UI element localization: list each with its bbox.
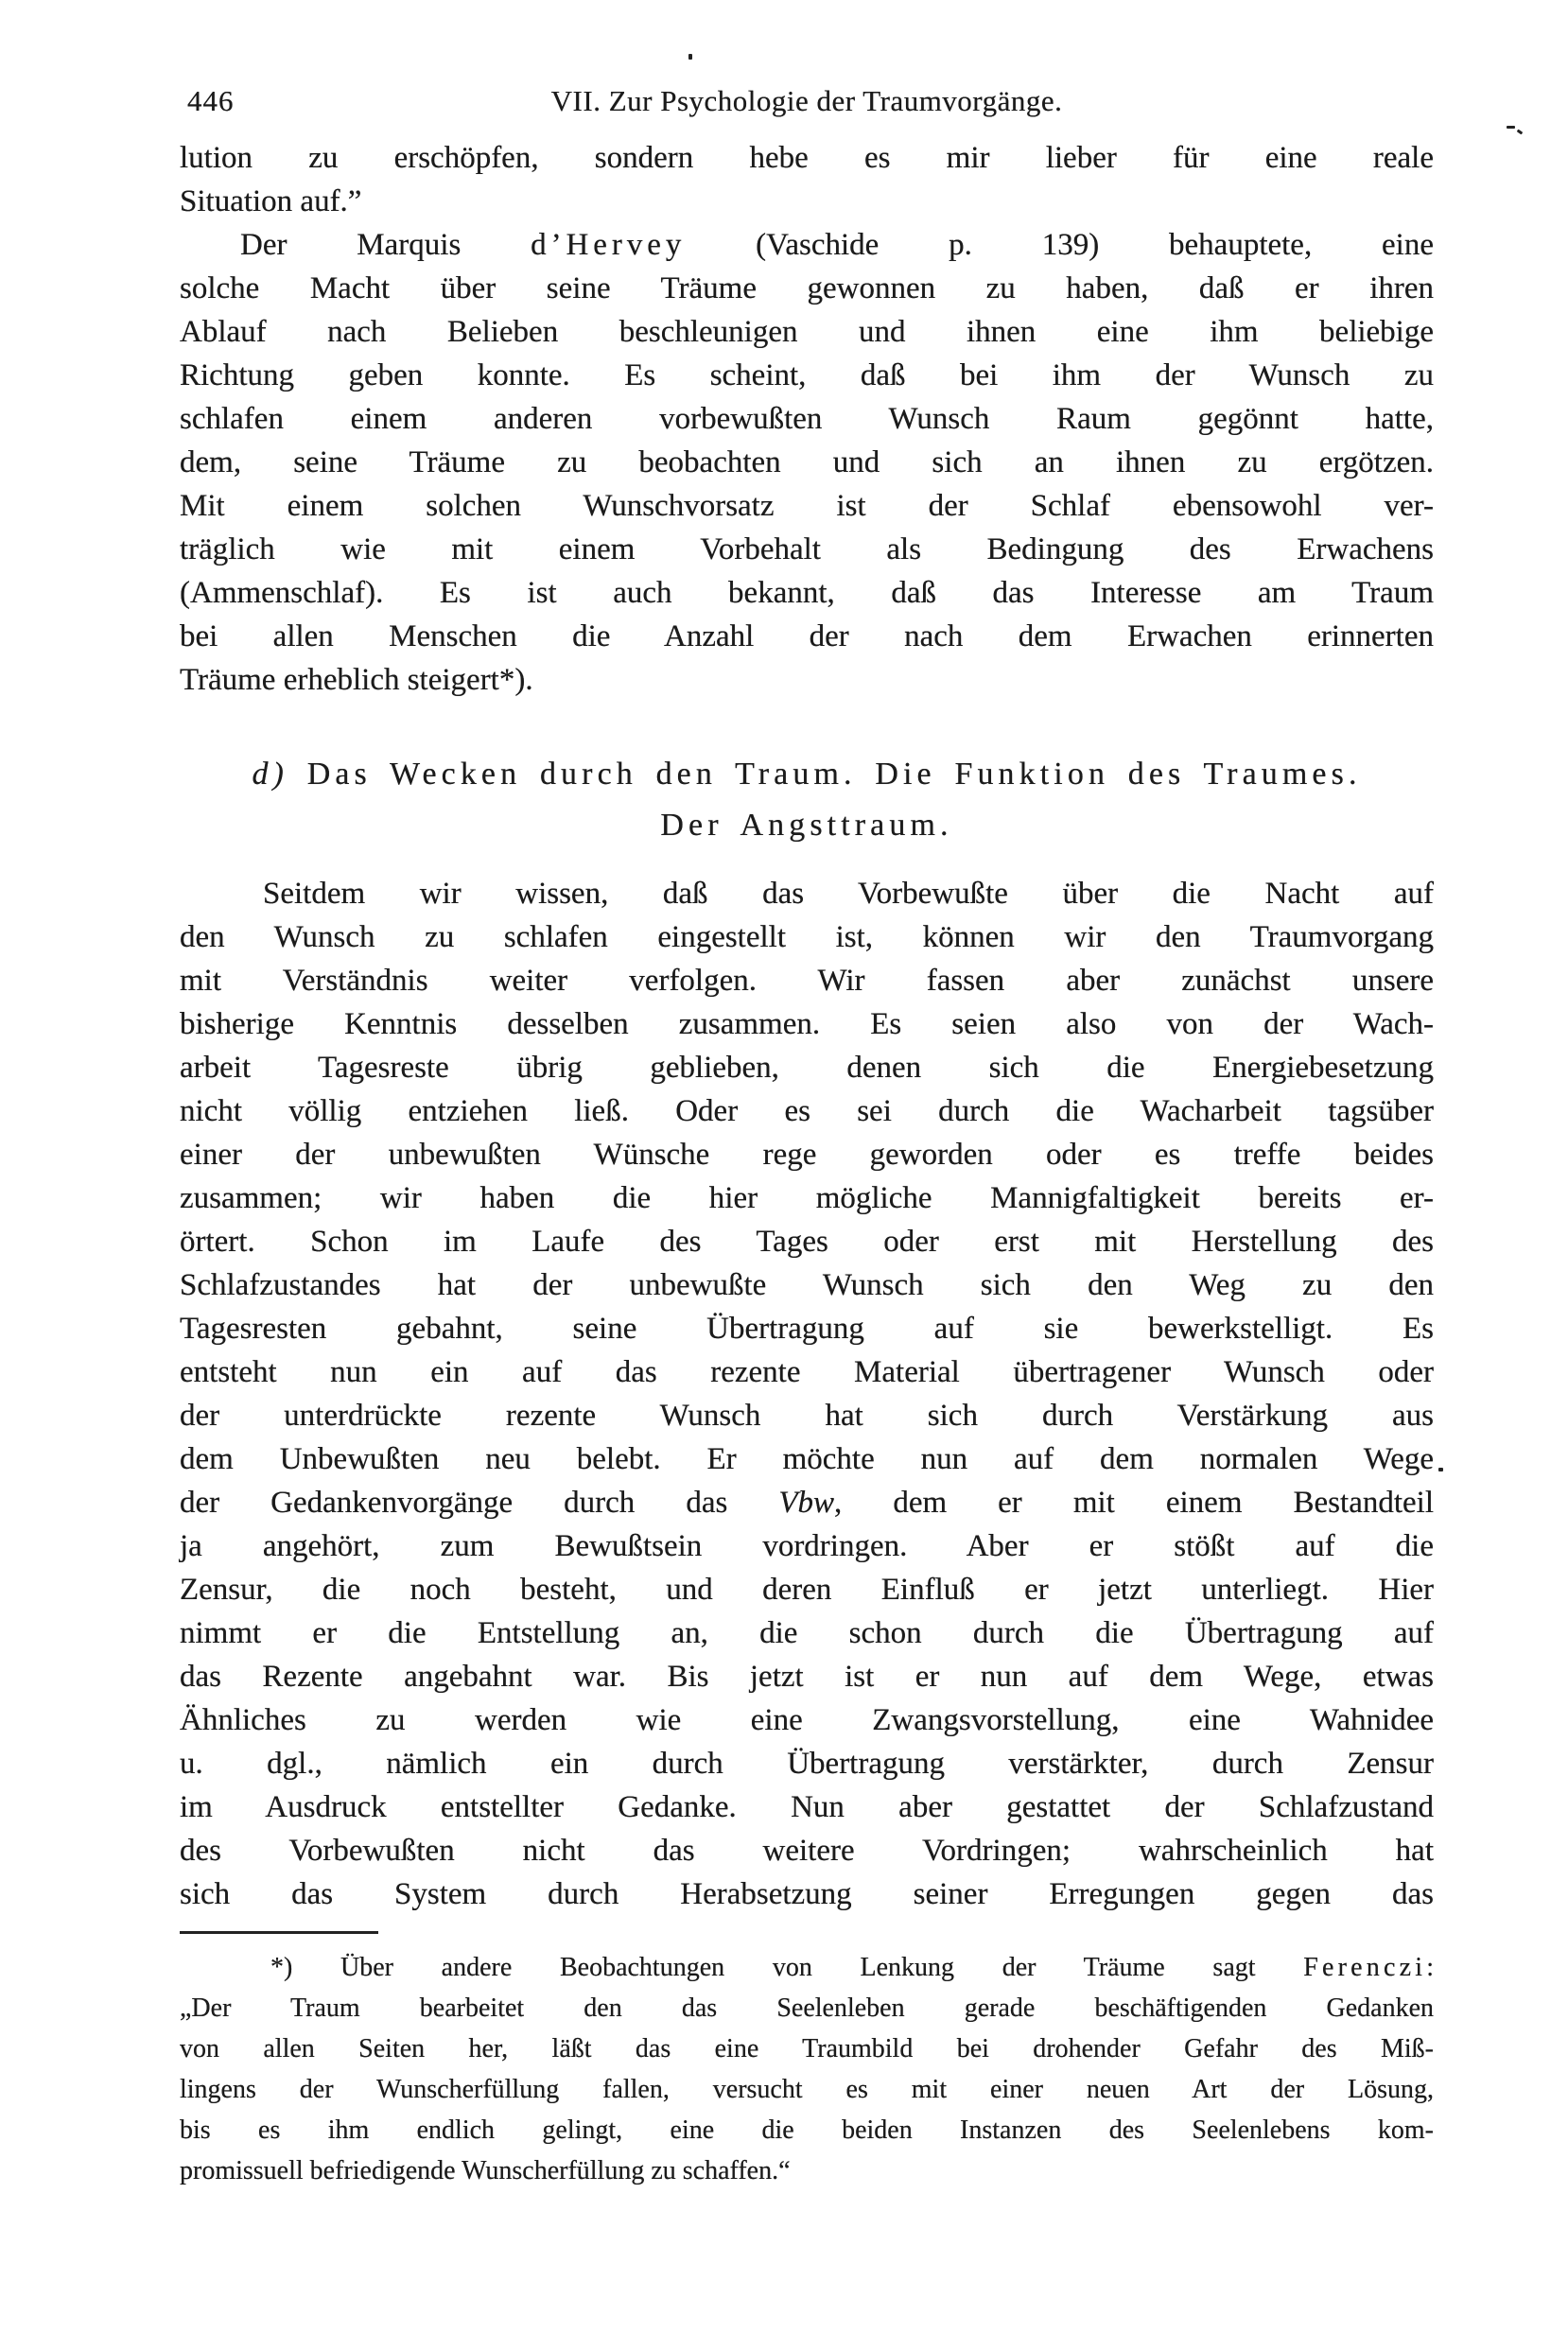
text-segment: Seitdem wir wissen, daß das Vorbewußte über die Nacht auf (263, 877, 1434, 911)
text-segment: Das Wecken durch den Traum. Die Funktion des Traumes. (287, 757, 1362, 792)
text-segment: das Rezente angebahnt war. Bis jetzt ist er nun auf dem Wege, etwas (180, 1660, 1434, 1694)
text-line (180, 267, 1434, 310)
text-line (180, 1350, 1434, 1394)
text-segment: : (1426, 1953, 1434, 1982)
text-segment: bisherige Kenntnis desselben zusammen. Es seien also von der Wach- (180, 1007, 1434, 1041)
text-segment: Ablauf nach Belieben beschleunigen und ihnen eine ihm beliebige (180, 315, 1434, 349)
scan-speck (688, 54, 692, 60)
letterspaced-name: Ferenczi (1303, 1953, 1427, 1982)
text-segment: schlafen einem anderen vorbewußten Wunsch Raum gegönnt hatte, (180, 402, 1434, 436)
text-line (180, 310, 1434, 354)
text-line (180, 1698, 1434, 1742)
text-line (180, 1872, 1434, 1916)
text-line (180, 1046, 1434, 1089)
running-title: VII. Zur Psychologie der Traumvorgänge. (550, 84, 1063, 117)
page-body (180, 136, 1434, 2191)
text-line (180, 1481, 1434, 1524)
text-line (180, 1220, 1434, 1263)
text-segment: dem Unbewußten neu belebt. Er möchte nun auf dem normalen Wege (180, 1442, 1434, 1476)
scan-speck (1438, 1468, 1443, 1471)
text-line (180, 959, 1434, 1002)
letterspaced-name: d’Hervey (531, 228, 687, 262)
text-segment: nimmt er die Entstellung an, die schon durch die Übertragung auf (180, 1616, 1434, 1650)
text-segment: solche Macht über seine Träume gewonnen zu haben, daß er ihren (180, 271, 1434, 305)
italic-text: d) (252, 757, 288, 792)
text-segment: ja angehört, zum Bewußtsein vordringen. Aber er stößt auf die (180, 1529, 1434, 1563)
text-segment: Zensur, die noch besteht, und deren Einfluß er jetzt unterliegt. Hier (180, 1573, 1434, 1607)
text-segment: Der Marquis (240, 228, 531, 262)
text-line (180, 872, 1434, 915)
text-segment: Situation auf.” (180, 184, 362, 218)
text-segment: „Der Traum bearbeitet den das Seelenleben gerade beschäftigenden Gedanken (180, 1993, 1434, 2023)
text-segment: entsteht nun ein auf das rezente Material übertragener Wunsch oder (180, 1355, 1434, 1389)
text-segment: nicht völlig entziehen ließ. Oder es sei durch die Wacharbeit tagsüber (180, 1094, 1434, 1128)
paragraph-summary (180, 872, 1434, 1916)
text-line (180, 1829, 1434, 1872)
text-segment: der Gedankenvorgänge durch das (180, 1486, 779, 1520)
text-segment: von allen Seiten her, läßt das eine Traumbild bei drohender Gefahr des Miß- (180, 2034, 1434, 2063)
text-line (180, 1611, 1434, 1655)
text-line (180, 1002, 1434, 1046)
text-line (180, 1307, 1434, 1350)
text-line (180, 180, 1434, 223)
text-line (180, 615, 1434, 658)
text-segment: dem, seine Träume zu beobachten und sich an ihnen zu ergötzen. (180, 445, 1434, 479)
section-heading (180, 749, 1434, 851)
paragraph-marquis (180, 223, 1434, 702)
text-segment: Träume erheblich steigert*). (180, 663, 533, 697)
text-segment: lingens der Wunscherfüllung fallen, versucht es mit einer neuen Art der Lösung, (180, 2075, 1434, 2104)
text-segment: örtert. Schon im Laufe des Tages oder erst mit Herstellung des (180, 1225, 1434, 1259)
text-segment: bei allen Menschen die Anzahl der nach dem Erwachen erinnerten (180, 619, 1434, 653)
text-segment: *) Über andere Beobachtungen von Lenkung der Träume sagt (270, 1953, 1304, 1982)
text-segment: einer der unbewußten Wünsche rege geworden oder es treffe beides (180, 1138, 1434, 1172)
text-segment: den Wunsch zu schlafen eingestellt ist, können wir den Traumvorgang (180, 920, 1434, 954)
text-segment: promissuell befriedigende Wunscherfüllung zu schaffen.“ (180, 2156, 791, 2185)
text-segment: arbeit Tagesreste übrig geblieben, denen sich die Energiebesetzung (180, 1051, 1434, 1085)
text-segment: bis es ihm endlich gelingt, eine die beiden Instanzen des Seelenlebens kom- (180, 2115, 1434, 2145)
text-line (180, 2069, 1434, 2110)
text-segment: träglich wie mit einem Vorbehalt als Bedingung des Erwachens (180, 532, 1434, 566)
text-line (180, 1947, 1434, 1988)
text-line (180, 915, 1434, 959)
text-segment: lution zu erschöpfen, sondern hebe es mir lieber für eine reale (180, 141, 1434, 175)
text-segment: Richtung geben konnte. Es scheint, daß bei ihm der Wunsch zu (180, 358, 1434, 392)
text-line (180, 571, 1434, 615)
text-line (180, 1133, 1434, 1176)
text-segment: (Ammenschlaf). Es ist auch bekannt, daß das Interesse am Traum (180, 576, 1434, 610)
text-line (180, 397, 1434, 441)
text-segment: der unterdrückte rezente Wunsch hat sich durch Verstärkung aus (180, 1399, 1434, 1433)
text-segment: Mit einem solchen Wunschvorsatz ist der Schlaf ebensowohl ver- (180, 489, 1434, 523)
text-line (180, 136, 1434, 180)
text-segment: sich das System durch Herabsetzung seiner Erregungen gegen das (180, 1877, 1434, 1911)
paragraph-continuation (180, 136, 1434, 223)
text-line (180, 1742, 1434, 1785)
text-segment: Ähnliches zu werden wie eine Zwangsvorstellung, eine Wahnidee (180, 1703, 1434, 1737)
text-line (180, 1394, 1434, 1437)
text-segment: Tagesresten gebahnt, seine Übertragung auf sie bewerkstelligt. Es (180, 1312, 1434, 1346)
text-segment: Der Angsttraum. (660, 808, 953, 843)
text-segment: im Ausdruck entstellter Gedanke. Nun aber gestattet der Schlafzustand (180, 1790, 1434, 1824)
scan-speck (1517, 130, 1524, 135)
text-line (180, 658, 1434, 702)
text-line (180, 1089, 1434, 1133)
text-line (180, 1655, 1434, 1698)
text-line (180, 528, 1434, 571)
text-segment: mit Verständnis weiter verfolgen. Wir fassen aber zunächst unsere (180, 964, 1434, 998)
text-line (180, 223, 1434, 267)
text-segment: (Vaschide p. 139) behauptete, eine (686, 228, 1434, 262)
text-line (180, 1524, 1434, 1568)
page-number: 446 (187, 84, 235, 117)
text-segment: des Vorbewußten nicht das weitere Vordringen; wahrscheinlich hat (180, 1834, 1434, 1868)
footnote (180, 1947, 1434, 2191)
text-segment: , dem er mit einem Bestandteil (834, 1486, 1434, 1520)
text-segment: u. dgl., nämlich ein durch Übertragung verstärkter, durch Zensur (180, 1747, 1434, 1781)
text-segment: Schlafzustandes hat der unbewußte Wunsch sich den Weg zu den (180, 1268, 1434, 1302)
italic-text: Vbw (778, 1486, 835, 1520)
text-line (180, 800, 1434, 851)
text-line (180, 1437, 1434, 1481)
text-line (180, 2028, 1434, 2069)
text-line (180, 484, 1434, 528)
text-line (180, 1568, 1434, 1611)
text-segment: zusammen; wir haben die hier mögliche Mannigfaltigkeit bereits er- (180, 1181, 1434, 1215)
text-line (180, 1176, 1434, 1220)
text-line (180, 1263, 1434, 1307)
text-line (180, 749, 1434, 800)
footnote-separator (180, 1931, 378, 1934)
text-line (180, 2110, 1434, 2150)
page-header (180, 81, 1434, 121)
text-line (180, 1785, 1434, 1829)
text-line (180, 354, 1434, 397)
text-line (180, 441, 1434, 484)
text-line (180, 2150, 1434, 2191)
scan-speck (1507, 126, 1515, 129)
text-line (180, 1988, 1434, 2028)
